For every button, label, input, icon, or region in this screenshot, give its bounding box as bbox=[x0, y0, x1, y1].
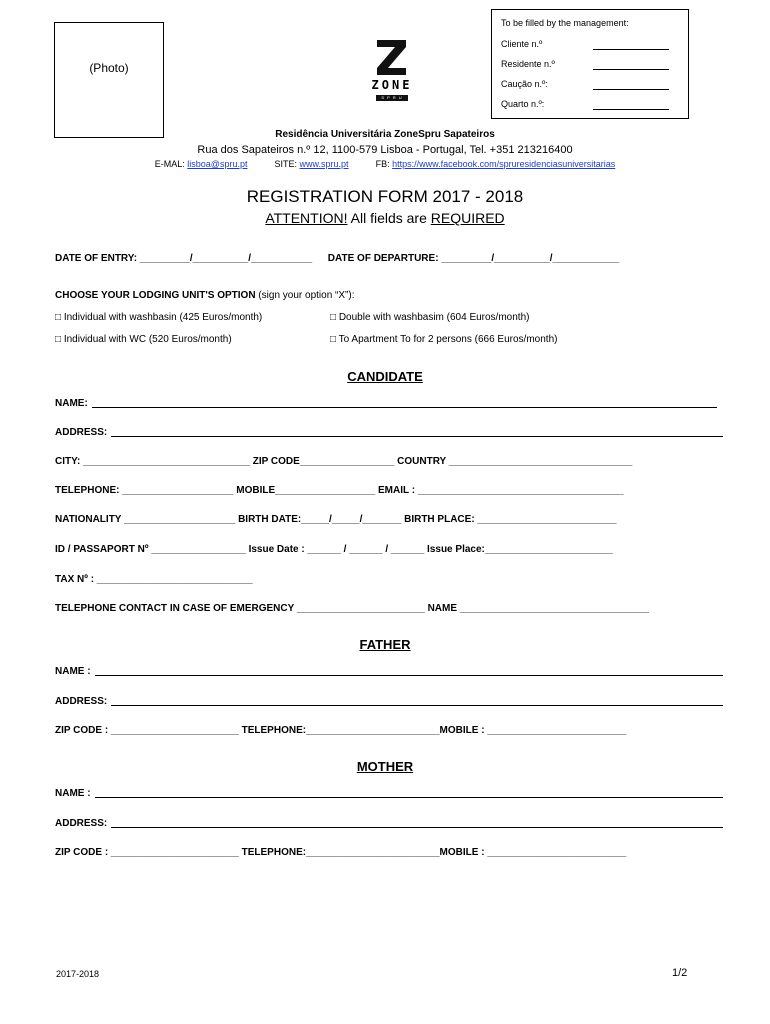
logo-text: ZONE bbox=[371, 78, 413, 92]
candidate-name-field[interactable]: NAME: bbox=[55, 398, 723, 409]
facebook-link[interactable]: https://www.facebook.com/spruresidenciasuniversitarias bbox=[392, 159, 616, 169]
attention-label: ATTENTION! bbox=[265, 210, 348, 226]
lodging-hint: (sign your option “X”): bbox=[255, 290, 355, 301]
candidate-city-row[interactable]: CITY: ______________________________ ZIP CODE_________________ COUNTRY _________________________________ bbox=[55, 456, 633, 467]
logo-small-text: S P R U bbox=[376, 95, 408, 101]
lodging-label: CHOOSE YOUR LODGING UNIT'S OPTION bbox=[55, 290, 256, 301]
lodging-option-apartment[interactable]: □ To Apartment To for 2 persons (666 Euros/month) bbox=[330, 334, 558, 345]
management-row: Caução n.º: bbox=[501, 79, 681, 91]
photo-label: (Photo) bbox=[89, 61, 129, 75]
page-number: 1/2 bbox=[672, 967, 688, 979]
candidate-address-field[interactable]: ADDRESS: bbox=[55, 427, 723, 438]
dates-row bbox=[55, 253, 723, 264]
mother-zip-row[interactable]: ZIP CODE : _______________________ TELEPHONE:________________________MOBILE : _________________________ bbox=[55, 847, 627, 858]
mother-address-field[interactable]: ADDRESS: bbox=[55, 818, 723, 829]
attention-line: ATTENTION! All fields are REQUIRED bbox=[265, 210, 505, 226]
management-row: Residente n.º bbox=[501, 59, 681, 71]
lodging-option-double-washbasin[interactable]: □ Double with washbasim (604 Euros/month) bbox=[330, 312, 530, 323]
mother-title: MOTHER bbox=[356, 759, 414, 774]
site-link[interactable]: www.spru.pt bbox=[299, 159, 349, 169]
residence-name: Residência Universitária ZoneSpru Sapateiros bbox=[275, 129, 495, 140]
management-title: To be filled by the management: bbox=[501, 18, 629, 28]
management-box bbox=[491, 9, 689, 119]
lodging-option-individual-wc[interactable]: □ Individual with WC (520 Euros/month) bbox=[55, 334, 232, 345]
candidate-id-row[interactable]: ID / PASSAPORT Nº _________________ Issue Date : ______ / ______ / ______ Issue Place:_______________________ bbox=[55, 544, 613, 555]
candidate-nationality-row[interactable]: NATIONALITY ____________________ BIRTH DATE:_____/_____/_______ BIRTH PLACE: _________________________ bbox=[55, 514, 617, 525]
required-label: REQUIRED bbox=[430, 210, 505, 226]
father-title: FATHER bbox=[359, 637, 411, 652]
candidate-emergency-row[interactable]: TELEPHONE CONTACT IN CASE OF EMERGENCY _______________________ NAME __________________________________ bbox=[55, 603, 649, 614]
footer-year: 2017-2018 bbox=[56, 969, 100, 979]
form-title: REGISTRATION FORM 2017 - 2018 bbox=[246, 187, 524, 206]
residence-address: Rua dos Sapateiros n.º 12, 1100-579 Lisboa - Portugal, Tel. +351 213216400 bbox=[197, 144, 573, 156]
father-address-field[interactable]: ADDRESS: bbox=[55, 696, 723, 707]
photo-box bbox=[54, 22, 164, 138]
father-zip-row[interactable]: ZIP CODE : _______________________ TELEPHONE:________________________MOBILE : _________________________ bbox=[55, 725, 627, 736]
zonespru-logo bbox=[368, 38, 416, 104]
mother-name-field[interactable]: NAME : bbox=[55, 788, 723, 799]
date-of-departure-field[interactable]: DATE OF DEPARTURE: _________/__________/____________ bbox=[327, 253, 620, 264]
management-row: Quarto n.º: bbox=[501, 99, 681, 111]
date-of-entry-field[interactable]: DATE OF ENTRY: _________/__________/___________ bbox=[55, 253, 313, 264]
lodging-label-row bbox=[55, 290, 723, 301]
candidate-tax-field[interactable]: TAX Nº : ____________________________ bbox=[55, 574, 253, 585]
contact-line: E-MAL: lisboa@spru.pt SITE: www.spru.pt FB: https://www.facebook.com/spruresidenciasuniversitarias bbox=[154, 159, 616, 169]
father-name-field[interactable]: NAME : bbox=[55, 666, 723, 677]
candidate-telephone-row[interactable]: TELEPHONE: ____________________ MOBILE__________________ EMAIL : _____________________________________ bbox=[55, 485, 624, 496]
management-row: Cliente n.º bbox=[501, 39, 681, 51]
email-link[interactable]: lisboa@spru.pt bbox=[187, 159, 248, 169]
lodging-option-individual-washbasin[interactable]: □ Individual with washbasin (425 Euros/month) bbox=[55, 312, 263, 323]
candidate-title: CANDIDATE bbox=[347, 369, 423, 384]
